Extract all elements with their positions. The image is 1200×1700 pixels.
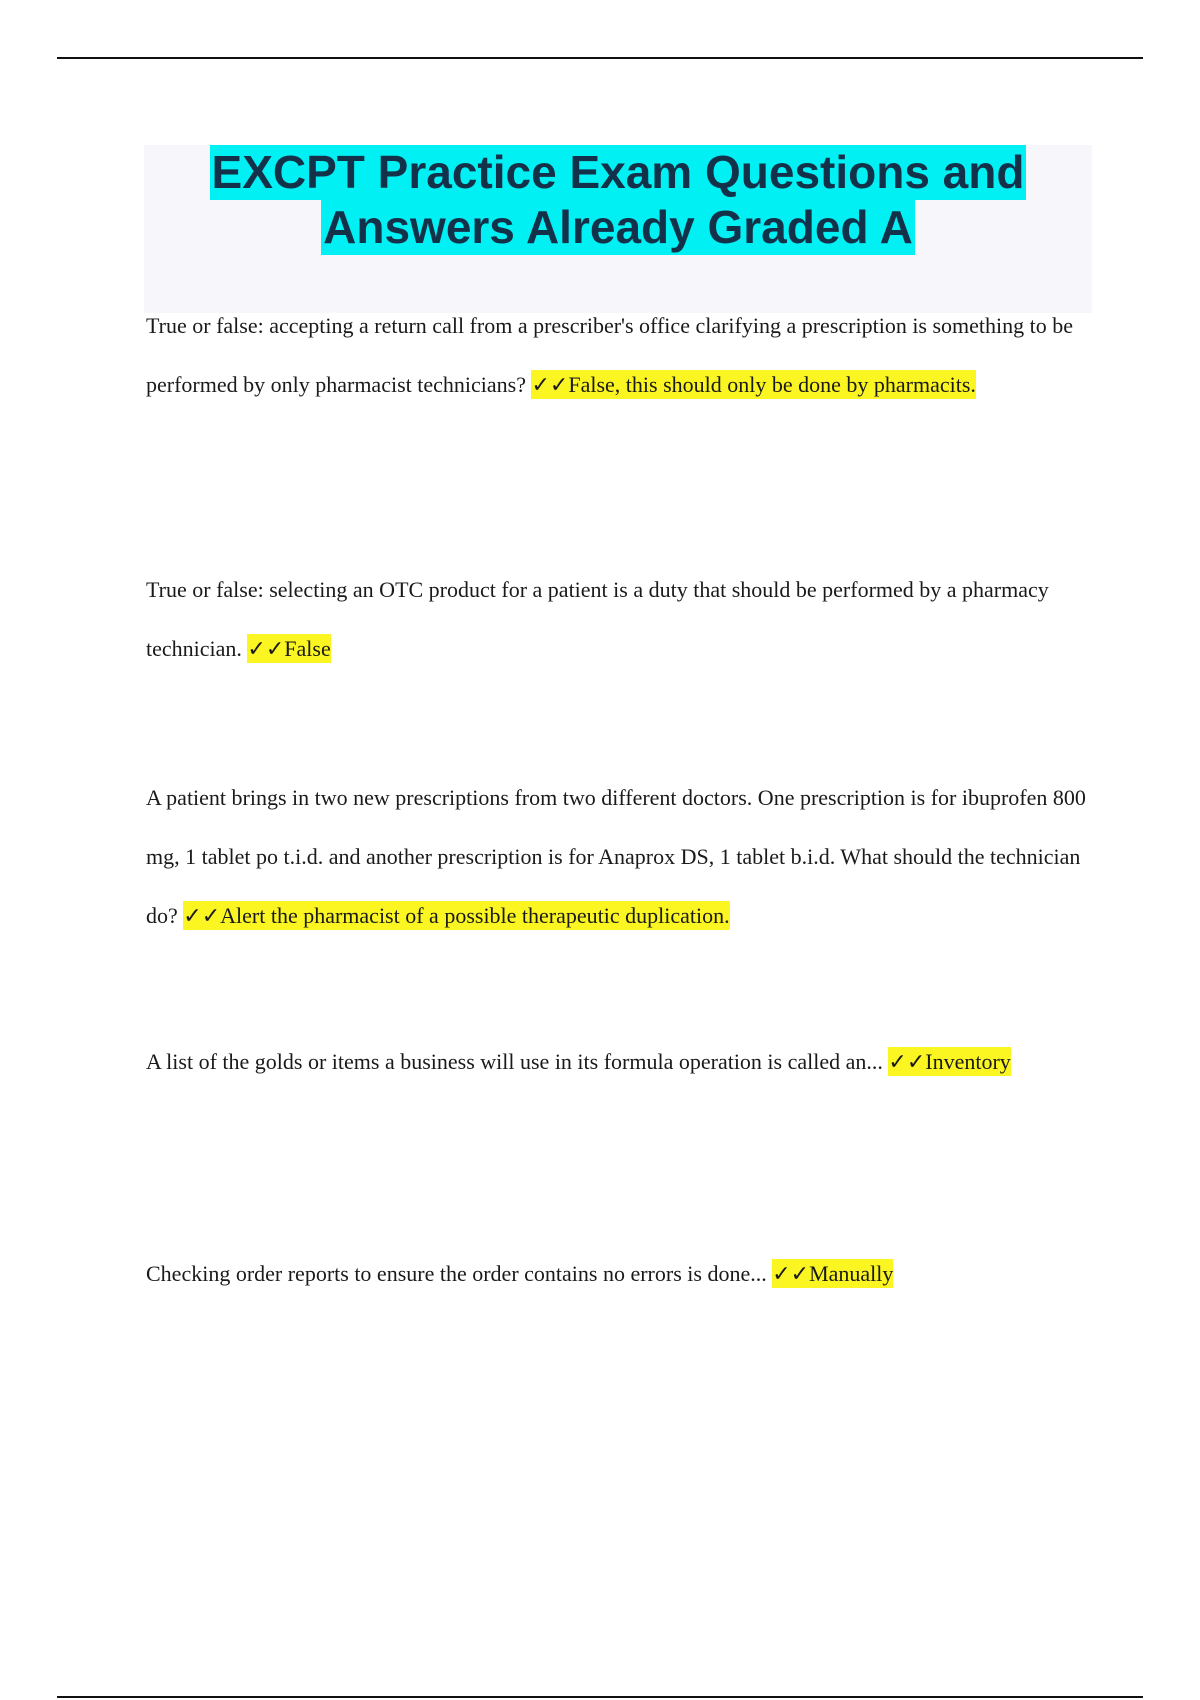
title-block [144,145,1092,313]
qa-item-1 [146,296,1086,414]
answer-text: ✓✓Alert the pharmacist of a possible therapeutic duplication. [183,903,730,928]
qa-item-3 [146,768,1086,945]
answer-text: ✓✓False [247,636,331,661]
answer-text: ✓✓Manually [772,1261,894,1286]
bottom-rule [57,1696,1143,1698]
qa-item-4 [146,1032,1086,1091]
document-title-line-2: Answers Already Graded A [323,201,913,253]
question-text: Checking order reports to ensure the order contains no errors is done... [146,1261,767,1286]
question-text: True or false: selecting an OTC product for a patient is a duty that should be performed by a pharmacy technician. [146,577,1049,661]
answer-text: ✓✓Inventory [888,1049,1011,1074]
answer-text: ✓✓False, this should only be done by pharmacits. [531,372,976,397]
top-rule [57,57,1143,59]
question-text: A list of the golds or items a business will use in its formula operation is called an... [146,1049,883,1074]
qa-item-2 [146,560,1086,678]
qa-item-5 [146,1244,1086,1303]
question-text: A patient brings in two new prescriptions from two different doctors. One prescription is for ibuprofen 800 mg, 1 tablet po t.i.d. and another prescription is for Anaprox DS, 1 tablet b.i.d. What should the technician do? [146,785,1086,928]
question-text: True or false: accepting a return call from a prescriber's office clarifying a prescription is something to be performed by only pharmacist technicians? [146,313,1074,397]
document-title-line-1: EXCPT Practice Exam Questions and [211,146,1025,198]
